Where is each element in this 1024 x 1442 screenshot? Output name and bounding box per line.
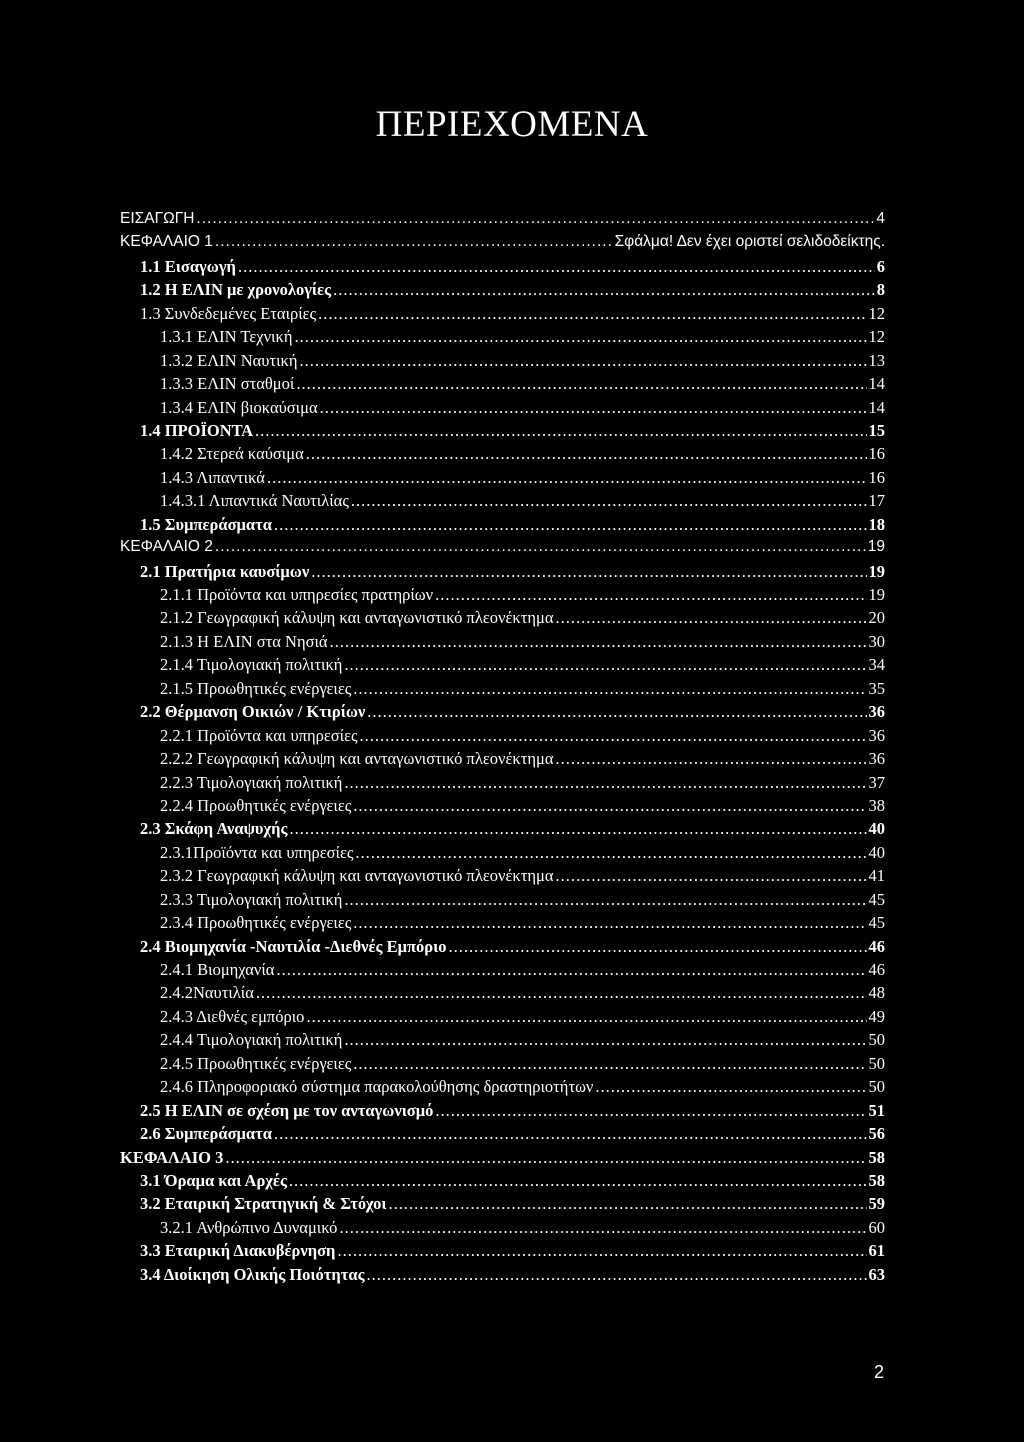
toc-dot-leader (276, 960, 866, 980)
toc-entry-label: 2.6 Συμπεράσματα (140, 1124, 272, 1144)
toc-entry-page: Σφάλμα! Δεν έχει οριστεί σελιδοδείκτης. (614, 233, 885, 251)
toc-entry-label: 1.3.1 ΕΛΙΝ Τεχνική (160, 327, 293, 347)
toc-dot-leader (353, 679, 866, 699)
toc-dot-leader (255, 421, 867, 441)
toc-entry[interactable] (120, 1030, 885, 1053)
toc-dot-leader (353, 1054, 866, 1074)
toc-entry-page: 61 (868, 1241, 885, 1261)
toc-dot-leader (333, 280, 875, 300)
toc-entry-page: 12 (868, 327, 885, 347)
toc-entry-label: 3.1 Όραμα και Αρχές (140, 1170, 287, 1190)
toc-entry[interactable] (120, 1171, 885, 1194)
toc-entry-page: 40 (868, 819, 885, 839)
toc-entry-page: 19 (868, 585, 885, 604)
toc-entry-page: 35 (868, 678, 885, 698)
toc-dot-leader (296, 374, 866, 394)
toc-dot-leader (556, 866, 867, 886)
toc-dot-leader (595, 1077, 866, 1097)
toc-entry-page: 49 (868, 1006, 885, 1026)
toc-entry[interactable] (120, 983, 885, 1006)
toc-entry[interactable] (120, 749, 885, 772)
toc-entry-label: 2.5 Η ΕΛΙΝ σε σχέση με τον ανταγωνισμό (140, 1100, 434, 1120)
toc-entry[interactable] (120, 773, 885, 796)
toc-entry-page: 38 (868, 795, 885, 815)
toc-entry[interactable] (120, 655, 885, 678)
toc-entry-page: 60 (868, 1217, 885, 1237)
toc-entry[interactable] (120, 913, 885, 936)
toc-entry[interactable] (120, 1054, 885, 1077)
toc-dot-leader (267, 468, 867, 488)
toc-entry-page: 63 (868, 1264, 885, 1284)
toc-dot-leader (294, 327, 866, 347)
toc-entry-page: 18 (868, 514, 885, 534)
toc-dot-leader (448, 937, 866, 957)
page-number: 2 (874, 1362, 885, 1382)
toc-entry-label: 2.3.2 Γεωγραφική κάλυψη και ανταγωνιστικό πλεονέκτημα (160, 866, 554, 886)
toc-entry[interactable] (120, 538, 885, 561)
toc-entry-page: 8 (876, 280, 885, 300)
toc-entry-page: 48 (868, 983, 885, 1003)
toc-entry-page: 13 (868, 350, 885, 370)
toc-entry-label: 2.4.2Ναυτιλία (160, 983, 254, 1003)
toc-entry-label: 1.2 Η ΕΛΙΝ με χρονολογίες (140, 280, 332, 300)
toc-entry-page: 16 (868, 467, 885, 487)
toc-entry-label: 2.2.1 Προϊόντα και υπηρεσίες (160, 725, 358, 745)
toc-entry[interactable] (120, 585, 885, 608)
toc-entry-label: ΚΕΦΑΛΑΙΟ 1 (120, 233, 213, 251)
toc-entry[interactable] (120, 374, 885, 397)
toc-entry-page: 51 (868, 1100, 885, 1120)
toc-entry-label: 1.4 ΠΡΟΪΟΝΤΑ (140, 420, 253, 440)
toc-dot-leader (556, 749, 867, 769)
toc-entry-label: 2.3 Σκάφη Αναψυχής (140, 819, 288, 839)
toc-entry-label: 1.3 Συνδεδεμένες Εταιρίες (140, 303, 317, 323)
toc-entry[interactable] (120, 1218, 885, 1241)
toc-dot-leader (351, 491, 867, 511)
table-of-contents (120, 210, 885, 1288)
toc-dot-leader (360, 726, 867, 746)
toc-entry-label: 2.1.4 Τιμολογιακή πολιτική (160, 655, 343, 675)
toc-entry-page: 45 (868, 913, 885, 933)
toc-dot-leader (367, 702, 866, 722)
toc-entry-label: 1.3.3 ΕΛΙΝ σταθμοί (160, 374, 295, 394)
toc-entry-page: 37 (868, 772, 885, 792)
toc-dot-leader (344, 1030, 866, 1050)
toc-entry-label: 2.1.2 Γεωγραφική κάλυψη και ανταγωνιστικό πλεονέκτημα (160, 608, 554, 628)
toc-entry[interactable] (120, 444, 885, 467)
toc-dot-leader (353, 913, 866, 933)
toc-entry-page: 15 (868, 420, 885, 440)
toc-entry[interactable] (120, 1265, 885, 1288)
toc-entry-label: 2.4 Βιομηχανία -Ναυτιλία -Διεθνές Εμπόριο (140, 936, 447, 956)
toc-entry[interactable] (120, 327, 885, 350)
toc-entry-label: 3.2 Εταιρική Στρατηγική & Στόχοι (140, 1194, 387, 1214)
toc-entry-page: 6 (876, 256, 885, 276)
toc-entry-label: ΚΕΦΑΛΑΙΟ 3 (120, 1147, 224, 1167)
toc-entry[interactable] (120, 819, 885, 842)
toc-entry-page: 20 (868, 608, 885, 628)
toc-entry-label: 2.1.5 Προωθητικές ενέργειες (160, 678, 352, 698)
toc-entry-page: 58 (868, 1170, 885, 1190)
toc-dot-leader (318, 304, 866, 324)
toc-entry-page: 36 (868, 749, 885, 769)
toc-entry[interactable] (120, 1077, 885, 1100)
toc-dot-leader (289, 1171, 867, 1191)
toc-entry-page: 58 (868, 1147, 885, 1167)
toc-dot-leader (274, 515, 867, 535)
toc-dot-leader (289, 819, 866, 839)
toc-entry-label: 2.2 Θέρμανση Οικιών / Κτιρίων (140, 702, 366, 722)
toc-entry-label: 2.4.3 Διεθνές εμπόριο (160, 1006, 305, 1026)
toc-entry[interactable] (120, 398, 885, 421)
toc-entry-page: 19 (867, 538, 885, 556)
toc-dot-leader (256, 983, 867, 1003)
toc-entry-label: 1.5 Συμπεράσματα (140, 514, 272, 534)
toc-entry[interactable] (120, 1007, 885, 1030)
toc-entry[interactable] (120, 796, 885, 819)
toc-dot-leader (311, 562, 866, 582)
toc-entry[interactable] (120, 866, 885, 889)
toc-entry-page: 17 (868, 491, 885, 511)
toc-entry-label: 3.2.1 Ανθρώπινο Δυναμικό (160, 1217, 338, 1237)
toc-dot-leader (388, 1194, 866, 1214)
toc-entry-label: 1.3.4 ΕΛΙΝ βιοκαύσιμα (160, 397, 318, 417)
toc-dot-leader (337, 1241, 866, 1261)
toc-entry-label: ΚΕΦΑΛΑΙΟ 2 (120, 538, 213, 556)
toc-entry-label: 3.4 Διοίκηση Ολικής Ποιότητας (140, 1264, 365, 1284)
toc-entry[interactable] (120, 1148, 885, 1171)
toc-dot-leader (355, 843, 866, 863)
toc-entry[interactable] (120, 679, 885, 702)
toc-entry[interactable] (120, 491, 885, 514)
toc-entry[interactable] (120, 702, 885, 725)
toc-entry[interactable] (120, 562, 885, 585)
toc-entry[interactable] (120, 468, 885, 491)
toc-entry-page: 14 (868, 374, 885, 394)
toc-entry-label: 1.4.3 Λιπαντικά (160, 467, 265, 487)
toc-dot-leader (299, 351, 866, 371)
toc-dot-leader (306, 444, 867, 464)
toc-entry[interactable] (120, 937, 885, 960)
toc-entry-page: 56 (868, 1124, 885, 1144)
toc-entry[interactable] (120, 421, 885, 444)
toc-entry-label: 2.3.4 Προωθητικές ενέργειες (160, 913, 352, 933)
toc-entry-page: 59 (868, 1194, 885, 1214)
toc-entry[interactable] (120, 726, 885, 749)
toc-entry-page: 46 (868, 960, 885, 979)
toc-entry[interactable] (120, 351, 885, 374)
toc-entry[interactable] (120, 1241, 885, 1264)
toc-entry[interactable] (120, 1194, 885, 1217)
toc-dot-leader (367, 1265, 867, 1285)
toc-dot-leader (435, 585, 866, 605)
toc-entry-page: 46 (868, 936, 885, 956)
toc-entry-page: 40 (868, 842, 885, 862)
toc-entry-label: 1.1 Εισαγωγή (140, 256, 236, 276)
toc-entry-page: 16 (868, 444, 885, 464)
toc-dot-leader (435, 1101, 866, 1121)
toc-entry-page: 36 (868, 725, 885, 745)
toc-dot-leader (344, 773, 866, 793)
toc-dot-leader (196, 210, 874, 228)
toc-entry-label: 1.4.3.1 Λιπαντικά Ναυτιλίας (160, 491, 349, 511)
toc-entry[interactable] (120, 890, 885, 913)
toc-dot-leader (225, 1148, 866, 1168)
toc-entry[interactable] (120, 608, 885, 631)
toc-entry-label: 2.2.2 Γεωγραφική κάλυψη και ανταγωνιστικό πλεονέκτημα (160, 749, 554, 769)
toc-entry-label: 2.1.1 Προϊόντα και υπηρεσίες πρατηρίων (160, 585, 434, 604)
toc-entry-page: 30 (868, 631, 885, 651)
toc-entry[interactable] (120, 257, 885, 280)
toc-dot-leader (215, 538, 866, 556)
toc-dot-leader (344, 890, 866, 910)
toc-entry-page: 14 (868, 397, 885, 417)
toc-entry-label: 2.2.4 Προωθητικές ενέργειες (160, 795, 352, 815)
toc-entry[interactable] (120, 843, 885, 866)
toc-entry[interactable] (120, 1124, 885, 1147)
toc-entry-label: 2.3.3 Τιμολογιακή πολιτική (160, 889, 343, 909)
toc-dot-leader (306, 1007, 866, 1027)
toc-entry-page: 34 (868, 655, 885, 675)
toc-dot-leader (339, 1218, 866, 1238)
toc-entry[interactable] (120, 960, 885, 983)
toc-entry-label: 2.4.6 Πληροφοριακό σύστημα παρακολούθησης δραστηριοτήτων (160, 1077, 594, 1097)
toc-entry[interactable] (120, 632, 885, 655)
toc-entry-label: 1.4.2 Στερεά καύσιμα (160, 444, 304, 464)
toc-entry-page: 45 (868, 889, 885, 909)
toc-entry-label: 2.4.4 Τιμολογιακή πολιτική (160, 1030, 343, 1050)
toc-entry-page: 4 (876, 210, 885, 227)
toc-entry[interactable] (120, 210, 885, 233)
toc-entry-label: 2.1 Πρατήρια καυσίμων (140, 561, 310, 581)
toc-entry-page: 12 (868, 303, 885, 323)
toc-dot-leader (215, 233, 613, 251)
toc-entry-page: 50 (868, 1030, 885, 1050)
toc-entry-label: 2.2.3 Τιμολογιακή πολιτική (160, 772, 343, 792)
toc-entry-label: 2.4.5 Προωθητικές ενέργειες (160, 1053, 352, 1073)
toc-entry-page: 41 (868, 866, 885, 886)
toc-dot-leader (353, 796, 866, 816)
toc-entry-page: 19 (868, 561, 885, 581)
toc-entry-label: 1.3.2 ΕΛΙΝ Ναυτική (160, 350, 298, 370)
toc-dot-leader (274, 1124, 867, 1144)
toc-entry[interactable] (120, 515, 885, 538)
toc-dot-leader (320, 398, 867, 418)
toc-entry-label: 3.3 Εταιρική Διακυβέρνηση (140, 1241, 336, 1261)
toc-entry[interactable] (120, 1101, 885, 1124)
toc-entry-page: 36 (868, 702, 885, 722)
page-title: ΠΕΡΙΕΧΟΜΕΝΑ (375, 104, 649, 145)
toc-entry-label: 2.1.3 Η ΕΛΙΝ στα Νησιά (160, 631, 328, 651)
toc-entry-page: 50 (868, 1053, 885, 1073)
toc-entry-label: 2.3.1Προϊόντα και υπηρεσίες (160, 842, 354, 862)
toc-entry[interactable] (120, 233, 885, 256)
toc-dot-leader (344, 655, 866, 675)
toc-entry-label: ΕΙΣΑΓΩΓΗ (120, 210, 195, 227)
toc-entry[interactable] (120, 304, 885, 327)
toc-entry[interactable] (120, 280, 885, 303)
toc-entry-page: 50 (868, 1077, 885, 1097)
toc-dot-leader (330, 632, 867, 652)
toc-entry-label: 2.4.1 Βιομηχανία (160, 960, 275, 979)
toc-dot-leader (238, 257, 875, 277)
toc-dot-leader (556, 608, 867, 628)
